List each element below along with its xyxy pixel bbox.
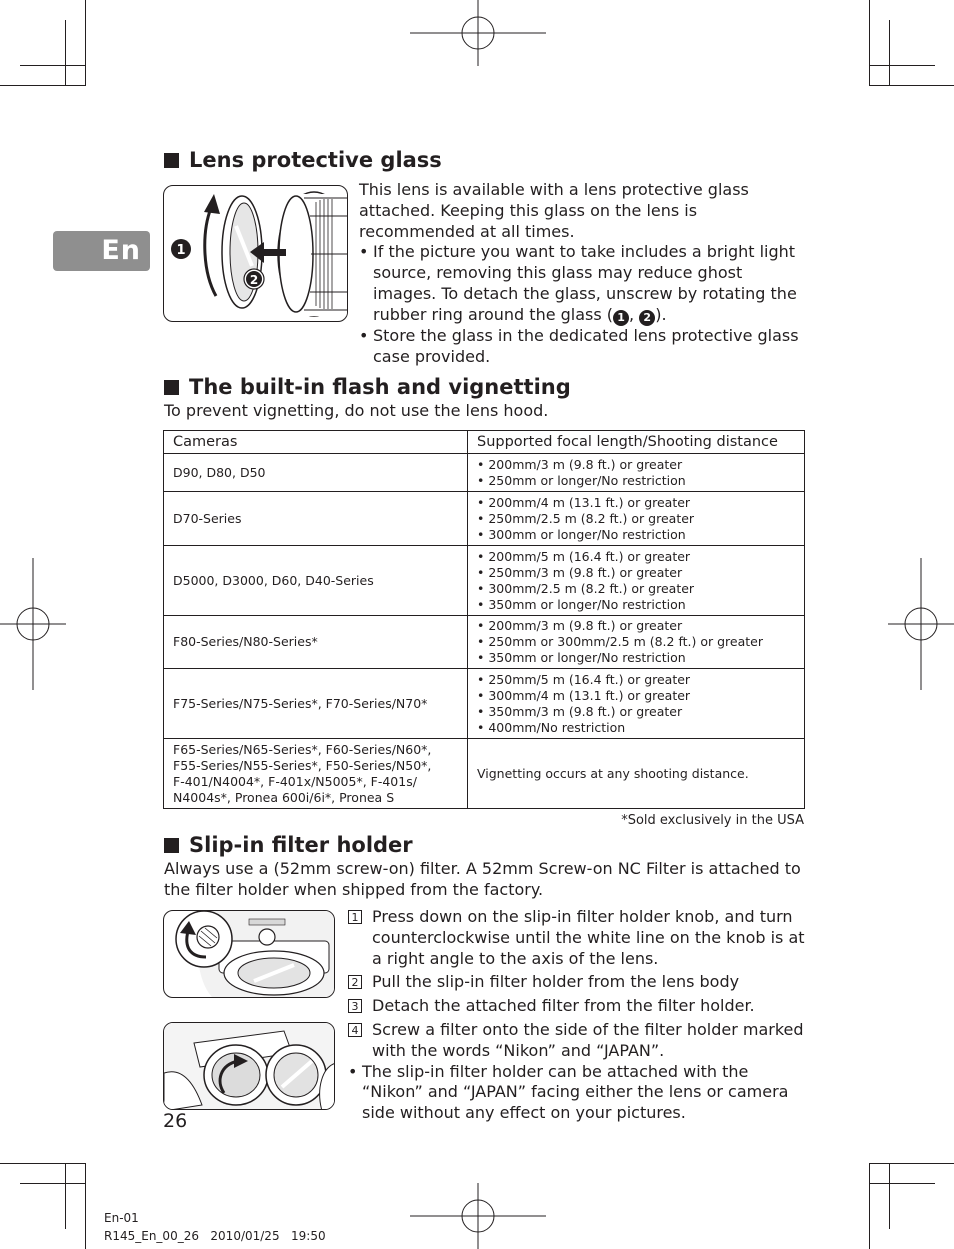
section-title-flash-vignetting: The built-in flash and vignetting — [164, 375, 571, 399]
section-marker-icon — [164, 838, 179, 853]
table-cell-distance: • 200mm/5 m (16.4 ft.) or greater • 250mm/3 m (9.8 ft.) or greater • 300mm/2.5 m (8.2 ft.) or greater • 350mm or longer/No restriction — [468, 546, 805, 616]
section1-body — [359, 180, 809, 367]
step-number: 4 — [348, 1023, 362, 1037]
table-row — [164, 616, 805, 669]
vignetting-table — [163, 430, 805, 809]
section1-intro: This lens is available with a lens protective glass attached. Keeping this glass on the lens is recommended at all times. — [359, 180, 749, 241]
table-cell-distance: • 200mm/3 m (9.8 ft.) or greater • 250mm or 300mm/2.5 m (8.2 ft.) or greater • 350mm or longer/No restriction — [468, 616, 805, 669]
table-header-row — [164, 431, 805, 454]
table-row — [164, 669, 805, 739]
table-cell-distance: • 200mm/4 m (13.1 ft.) or greater • 250mm/2.5 m (8.2 ft.) or greater • 300mm or longer/No restriction — [468, 492, 805, 546]
svg-text:1: 1 — [176, 243, 186, 258]
registration-mark-top — [410, 0, 546, 66]
table-cell-distance: • 200mm/3 m (9.8 ft.) or greater • 250mm or longer/No restriction — [468, 454, 805, 492]
table-cell-camera: D90, D80, D50 — [164, 454, 468, 492]
filter-holder-illustration — [163, 1022, 335, 1110]
table-footnote: *Sold exclusively in the USA — [621, 813, 804, 828]
footer-code: En-01 — [104, 1211, 139, 1225]
list-item: 3 Detach the attached filter from the filter holder. — [348, 996, 808, 1017]
table-row — [164, 739, 805, 809]
table-cell-camera: F65-Series/N65-Series*, F60-Series/N60*, F55-Series/N55-Series*, F50-Series/N50*, F-401/N4004*, F-401x/N5005*, F-401s/ N4004s*, Pronea 600i/6i*, Pronea S — [164, 739, 468, 809]
section3-bullet: • The slip-in filter holder can be attached with the “Nikon” and “JAPAN” facing either the lens or camera side without any effect on your pictures. — [348, 1062, 808, 1124]
table-cell-camera: D70-Series — [164, 492, 468, 546]
section1-bullet-2: • Store the glass in the dedicated lens protective glass case provided. — [359, 326, 809, 368]
page-number: 26 — [163, 1110, 188, 1132]
step-number: 1 — [348, 910, 362, 924]
table-cell-camera: D5000, D3000, D60, D40-Series — [164, 546, 468, 616]
section3-intro: Always use a (52mm screw-on) filter. A 52mm Screw-on NC Filter is attached to the filter holder when shipped from the factory. — [164, 859, 801, 899]
filter-knob-illustration — [163, 910, 335, 998]
table-header-cameras: Cameras — [164, 431, 468, 454]
section-title-lens-protective-glass: Lens protective glass — [164, 148, 442, 172]
svg-text:2: 2 — [249, 273, 259, 287]
section-marker-icon — [164, 380, 179, 395]
list-item: 4 Screw a filter onto the side of the filter holder marked with the words “Nikon” and “JAPAN”. — [348, 1020, 808, 1062]
print-footer — [104, 1209, 326, 1245]
section-marker-icon — [164, 153, 179, 168]
filter-holder-steps — [348, 907, 808, 1124]
marker-1-icon: 1 — [613, 310, 629, 326]
list-item: 1 Press down on the slip-in filter holder knob, and turn counterclockwise until the white line on the knob is at a right angle to the axis of the lens. — [348, 907, 808, 969]
registration-mark-bottom — [410, 1183, 546, 1249]
lens-glass-illustration — [163, 185, 348, 322]
registration-mark-left — [0, 558, 66, 690]
table-cell-camera: F80-Series/N80-Series* — [164, 616, 468, 669]
table-row — [164, 454, 805, 492]
marker-2-icon: 2 — [639, 310, 655, 326]
table-header-focal-length: Supported focal length/Shooting distance — [468, 431, 805, 454]
step-number: 2 — [348, 975, 362, 989]
footer-file-info: R145_En_00_26 2010/01/25 19:50 — [104, 1229, 326, 1243]
section1-bullet-1: • If the picture you want to take includes a bright light source, removing this glass may reduce ghost images. To detach the glass, unscrew by rotating the rubber ring around the glass ( 1 , 2 ). — [359, 242, 809, 325]
table-cell-distance: Vignetting occurs at any shooting distance. — [468, 739, 805, 809]
step-number: 3 — [348, 999, 362, 1013]
table-cell-distance: • 250mm/5 m (16.4 ft.) or greater • 300mm/4 m (13.1 ft.) or greater • 350mm/3 m (9.8 ft.) or greater • 400mm/No restriction — [468, 669, 805, 739]
table-row — [164, 546, 805, 616]
table-cell-camera: F75-Series/N75-Series*, F70-Series/N70* — [164, 669, 468, 739]
table-row — [164, 492, 805, 546]
section-title-slip-in-filter: Slip-in filter holder — [164, 833, 413, 857]
registration-mark-right — [888, 558, 954, 690]
language-tab: En — [53, 231, 150, 271]
section2-subtitle: To prevent vignetting, do not use the lens hood. — [164, 401, 549, 420]
list-item: 2 Pull the slip-in filter holder from the lens body — [348, 972, 808, 993]
